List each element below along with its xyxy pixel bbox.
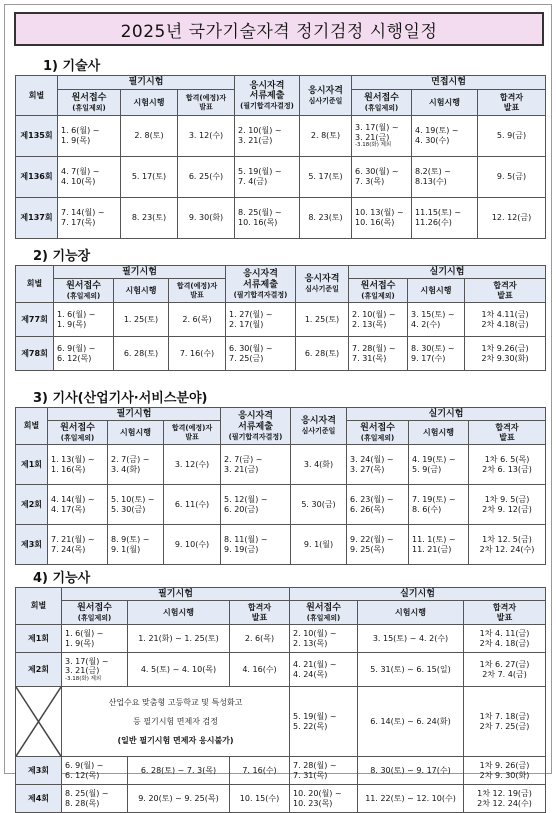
application-cell: 1. 6(월) ~ 1. 9(목) (54, 303, 114, 337)
application-text: 3. 17(월) ~ 3. 21(금) (65, 656, 109, 676)
header-pass: 합격자 발표 (230, 601, 290, 625)
header-interview: 면접시험 (352, 76, 546, 90)
pass-2-cell: 1차 6. 27(금) 2차 7. 4(금) (464, 653, 546, 687)
exam-2-cell: 11. 22(토) ~ 12. 10(수) (358, 785, 464, 813)
round-cell: 제78회 (16, 337, 54, 371)
application-cell: 1. 6(월) ~ 1. 9(목) (58, 116, 121, 157)
header-qual: 응시자격 심사기준일 (291, 408, 347, 445)
section-title-4: 4) 기능사 (33, 571, 91, 586)
application-cell: 4. 14(월) ~ 4. 17(목) (48, 485, 108, 525)
table-row (16, 785, 546, 813)
exemption-line-3: (일반 필기시험 면제자 응시불가) (117, 735, 234, 745)
application-2-cell: 10. 13(월) ~ 10. 16(목) (352, 198, 412, 239)
exam-cell: 8. 23(토) (121, 198, 178, 239)
header-exam-2: 시험시행 (412, 90, 478, 116)
header-application-2: 원서접수 (휴일제외) (352, 90, 412, 116)
exam-cell: 1. 25(토) (114, 303, 169, 337)
table-row (16, 116, 546, 157)
application-2-text: 3. 17(월) ~ 3. 21(금) (355, 123, 399, 142)
header-application: 원서접수 (휴일제외) (54, 279, 114, 303)
application-2-cell: 6. 30(월) ~ 7. 3(목) (352, 157, 412, 198)
section-title-3: 3) 기사(산업기사·서비스분야) (33, 391, 208, 406)
table-row (16, 653, 546, 687)
table-engineer (15, 407, 546, 565)
pass-cell: 6. 25(수) (178, 157, 235, 198)
round-cell: 제2회 (16, 653, 62, 687)
header-practical: 실기시험 (349, 266, 546, 279)
pass-cell: 10. 15(수) (230, 785, 290, 813)
application-cell: 1. 13(월) ~ 1. 16(목) (48, 445, 108, 485)
qual-cell: 2. 8(토) (300, 116, 352, 157)
header-application: 원서접수 (휴일제외) (58, 90, 121, 116)
header-written: 필기시험 (58, 76, 235, 90)
note-text: -3.18(화) 제외 (355, 142, 392, 149)
exam-cell: 2. 8(토) (121, 116, 178, 157)
exam-cell: 1. 21(화) ~ 1. 25(토) (128, 625, 230, 653)
header-pass-pre: 합격(예정)자 발표 (169, 279, 226, 303)
header-written: 필기시험 (54, 266, 226, 279)
qual-cell: 3. 4(화) (291, 445, 347, 485)
exam-2-cell: 11.15(토) ~ 11.26(수) (412, 198, 478, 239)
section-title-1: 1) 기술사 (43, 59, 101, 74)
table-row-special (16, 687, 546, 757)
page-title: 2025년 국가기술자격 정기검정 시행일정 (120, 21, 438, 42)
docs-cell: 5. 19(월) ~ 7. 4(금) (235, 157, 300, 198)
round-cell: 제137회 (16, 198, 58, 239)
application-2-cell: 4. 21(월) ~ 4. 24(목) (290, 653, 358, 687)
pass-2-cell: 9. 5(금) (478, 157, 546, 198)
round-cell: 제3회 (16, 757, 62, 785)
header-practical: 실기시험 (347, 408, 546, 421)
exam-cell: 6. 28(토) ~ 7. 3(목) (128, 757, 230, 785)
exam-2-cell: 6. 14(토) ~ 6. 24(화) (358, 687, 464, 757)
header-written: 필기시험 (48, 408, 221, 421)
round-cell: 제135회 (16, 116, 58, 157)
exemption-line-2: 등 필기시험 면제자 검정 (133, 716, 218, 726)
header-exam: 시험시행 (108, 421, 164, 445)
header-pass-pre: 합격(예정)자 발표 (178, 90, 235, 116)
application-2-cell: 2. 10(월) ~ 2. 13(목) (290, 625, 358, 653)
docs-cell: 5. 12(월) ~ 6. 20(금) (221, 485, 291, 525)
pass-cell: 7. 16(수) (230, 757, 290, 785)
header-qual: 응시자격 심사기준일 (300, 76, 352, 116)
header-pass: 합격자 발표 (469, 421, 546, 445)
application-2-cell: 2. 10(월) ~ 2. 13(목) (349, 303, 408, 337)
exam-2-cell: 4. 19(토) ~ 5. 9(금) (409, 445, 469, 485)
header-exam-2: 시험시행 (358, 601, 464, 625)
pass-2-cell: 1차 7. 18(금) 2차 7. 25(금) (464, 687, 546, 757)
exam-cell: 5. 10(토) ~ 5. 30(금) (108, 485, 164, 525)
application-2-cell: 7. 28(월) ~ 7. 31(목) (349, 337, 408, 371)
header-application-2: 원서접수 (휴일제외) (347, 421, 409, 445)
title-banner (14, 12, 544, 46)
exam-2-cell: 3. 15(토) ~ 4. 2(수) (408, 303, 465, 337)
application-2-cell: 7. 28(월) ~ 7. 31(목) (290, 757, 358, 785)
exam-cell: 2. 7(금) ~ 3. 4(화) (108, 445, 164, 485)
pass-2-cell: 1차 9. 26(금) 2차 9. 30(화) (464, 757, 546, 785)
application-cell: 6. 9(월) ~ 6. 12(목) (62, 757, 128, 785)
exam-2-cell: 8.2(토) ~ 8.13(수) (412, 157, 478, 198)
exam-2-cell: 5. 31(토) ~ 6. 15(일) (358, 653, 464, 687)
header-qual: 응시자격 심사기준일 (296, 266, 349, 303)
pass-2-cell: 1차 9. 5(금) 2차 9. 12(금) (469, 485, 546, 525)
docs-cell: 8. 11(월) ~ 9. 19(금) (221, 525, 291, 565)
pass-2-cell: 1차 6. 5(목) 2차 6. 13(금) (469, 445, 546, 485)
application-2-cell (352, 116, 412, 157)
table-row (16, 525, 546, 565)
header-docs: 응시자격 서류제출 (필기합격자결정) (221, 408, 291, 445)
table-master-craftsman (15, 265, 546, 371)
exam-cell: 5. 17(토) (121, 157, 178, 198)
header-pass-2: 합격자 발표 (464, 601, 546, 625)
table-row (16, 198, 546, 239)
pass-2-cell: 1차 4. 11(금) 2차 4. 18(금) (464, 625, 546, 653)
table-row (16, 303, 546, 337)
qual-cell: 8. 23(토) (300, 198, 352, 239)
exam-2-cell: 11. 1(토) ~ 11. 21(금) (409, 525, 469, 565)
exam-2-cell: 8. 30(토) ~ 9. 17(수) (358, 757, 464, 785)
pass-cell: 7. 16(수) (169, 337, 226, 371)
header-exam-2: 시험시행 (409, 421, 469, 445)
pass-cell: 4. 16(수) (230, 653, 290, 687)
exam-cell: 9. 20(토) ~ 9. 25(목) (128, 785, 230, 813)
pass-2-cell: 1차 9.26(금) 2차 9.30(화) (465, 337, 546, 371)
header-docs: 응시자격 서류제출 (필기합격자결정) (235, 76, 300, 116)
application-cell: 4. 7(월) ~ 4. 10(목) (58, 157, 121, 198)
table-row (16, 157, 546, 198)
header-exam: 시험시행 (128, 601, 230, 625)
exam-2-cell: 8. 30(토) ~ 9. 17(수) (408, 337, 465, 371)
header-application-2: 원서접수 (휴일제외) (290, 601, 358, 625)
pass-cell: 9. 30(화) (178, 198, 235, 239)
pass-cell: 2. 6(목) (230, 625, 290, 653)
pass-cell: 3. 12(수) (178, 116, 235, 157)
application-2-cell: 10. 20(월) ~ 10. 23(목) (290, 785, 358, 813)
pass-cell: 3. 12(수) (164, 445, 221, 485)
exam-2-cell: 4. 19(토) ~ 4. 30(수) (412, 116, 478, 157)
round-cell: 제3회 (16, 525, 48, 565)
table-engineer-professional (15, 75, 546, 239)
application-cell: 8. 25(월) ~ 8. 28(목) (62, 785, 128, 813)
table-row (16, 625, 546, 653)
header-pass-pre: 합격(예정)자 발표 (164, 421, 221, 445)
application-2-cell: 5. 19(월) ~ 5. 22(목) (290, 687, 358, 757)
note-text: -3.18(화) 제외 (65, 675, 102, 682)
table-craftsman (15, 587, 546, 813)
qual-cell: 1. 25(토) (296, 303, 349, 337)
document-page (4, 4, 552, 808)
round-cell: 제4회 (16, 785, 62, 813)
pass-2-cell: 12. 12(금) (478, 198, 546, 239)
header-exam: 시험시행 (114, 279, 169, 303)
cross-mark-icon (16, 687, 61, 756)
application-2-cell: 6. 23(월) ~ 6. 26(목) (347, 485, 409, 525)
pass-cell: 9. 10(수) (164, 525, 221, 565)
header-application: 원서접수 (휴일제외) (48, 421, 108, 445)
header-pass: 합격자 발표 (478, 90, 546, 116)
docs-cell: 2. 7(금) ~ 3. 21(금) (221, 445, 291, 485)
application-2-cell: 3. 24(월) ~ 3. 27(목) (347, 445, 409, 485)
qual-cell: 5. 17(토) (300, 157, 352, 198)
table-row (16, 445, 546, 485)
docs-cell: 6. 30(월) ~ 7. 25(금) (226, 337, 296, 371)
section-title-2: 2) 기능장 (33, 249, 91, 264)
application-cell: 1. 6(월) ~ 1. 9(목) (62, 625, 128, 653)
round-cell: 제77회 (16, 303, 54, 337)
qual-cell: 5. 30(금) (291, 485, 347, 525)
exam-2-cell: 3. 15(토) ~ 4. 2(수) (358, 625, 464, 653)
header-round: 회별 (16, 76, 58, 116)
header-application-2: 원서접수 (휴일제외) (349, 279, 408, 303)
pass-2-cell: 1차 12. 19(금) 2차 12. 24(수) (464, 785, 546, 813)
header-written: 필기시험 (62, 588, 290, 601)
header-exam: 시험시행 (121, 90, 178, 116)
table-row (16, 337, 546, 371)
application-cell: 7. 14(월) ~ 7. 17(목) (58, 198, 121, 239)
header-round: 회별 (16, 408, 48, 445)
round-cell: 제1회 (16, 625, 62, 653)
exam-cell: 8. 9(토) ~ 9. 1(월) (108, 525, 164, 565)
header-round: 회별 (16, 588, 62, 625)
table-row (16, 757, 546, 785)
header-docs: 응시자격 서류제출 (필기합격자결정) (226, 266, 296, 303)
header-pass: 합격자 발표 (465, 279, 546, 303)
pass-cell: 6. 11(수) (164, 485, 221, 525)
application-2-cell: 9. 22(월) ~ 9. 25(목) (347, 525, 409, 565)
round-cell: 제136회 (16, 157, 58, 198)
docs-cell: 1. 27(월) ~ 2. 17(월) (226, 303, 296, 337)
application-cell: 6. 9(월) ~ 6. 12(목) (54, 337, 114, 371)
crossed-cell (16, 687, 62, 757)
header-exam-2: 시험시행 (408, 279, 465, 303)
table-row (16, 485, 546, 525)
exemption-note-cell (62, 687, 290, 757)
header-round: 회별 (16, 266, 54, 303)
exam-2-cell: 7. 19(토) ~ 8. 6(수) (409, 485, 469, 525)
round-cell: 제2회 (16, 485, 48, 525)
exam-cell: 4. 5(토) ~ 4. 10(목) (128, 653, 230, 687)
round-cell: 제1회 (16, 445, 48, 485)
qual-cell: 9. 1(월) (291, 525, 347, 565)
application-cell: 7. 21(월) ~ 7. 24(목) (48, 525, 108, 565)
header-practical: 실기시험 (290, 588, 546, 601)
docs-cell: 2. 10(월) ~ 3. 21(금) (235, 116, 300, 157)
docs-cell: 8. 25(월) ~ 10. 16(목) (235, 198, 300, 239)
exam-cell: 6. 28(토) (114, 337, 169, 371)
pass-cell: 2. 6(목) (169, 303, 226, 337)
pass-2-cell: 1차 12. 5(금) 2차 12. 24(수) (469, 525, 546, 565)
header-application: 원서접수 (휴일제외) (62, 601, 128, 625)
pass-2-cell: 1차 4.11(금) 2차 4.18(금) (465, 303, 546, 337)
qual-cell: 6. 28(토) (296, 337, 349, 371)
exemption-line-1: 산업수요 맞춤형 고등학교 및 특성화고 (108, 697, 243, 707)
application-cell (62, 653, 128, 687)
pass-2-cell: 5. 9(금) (478, 116, 546, 157)
